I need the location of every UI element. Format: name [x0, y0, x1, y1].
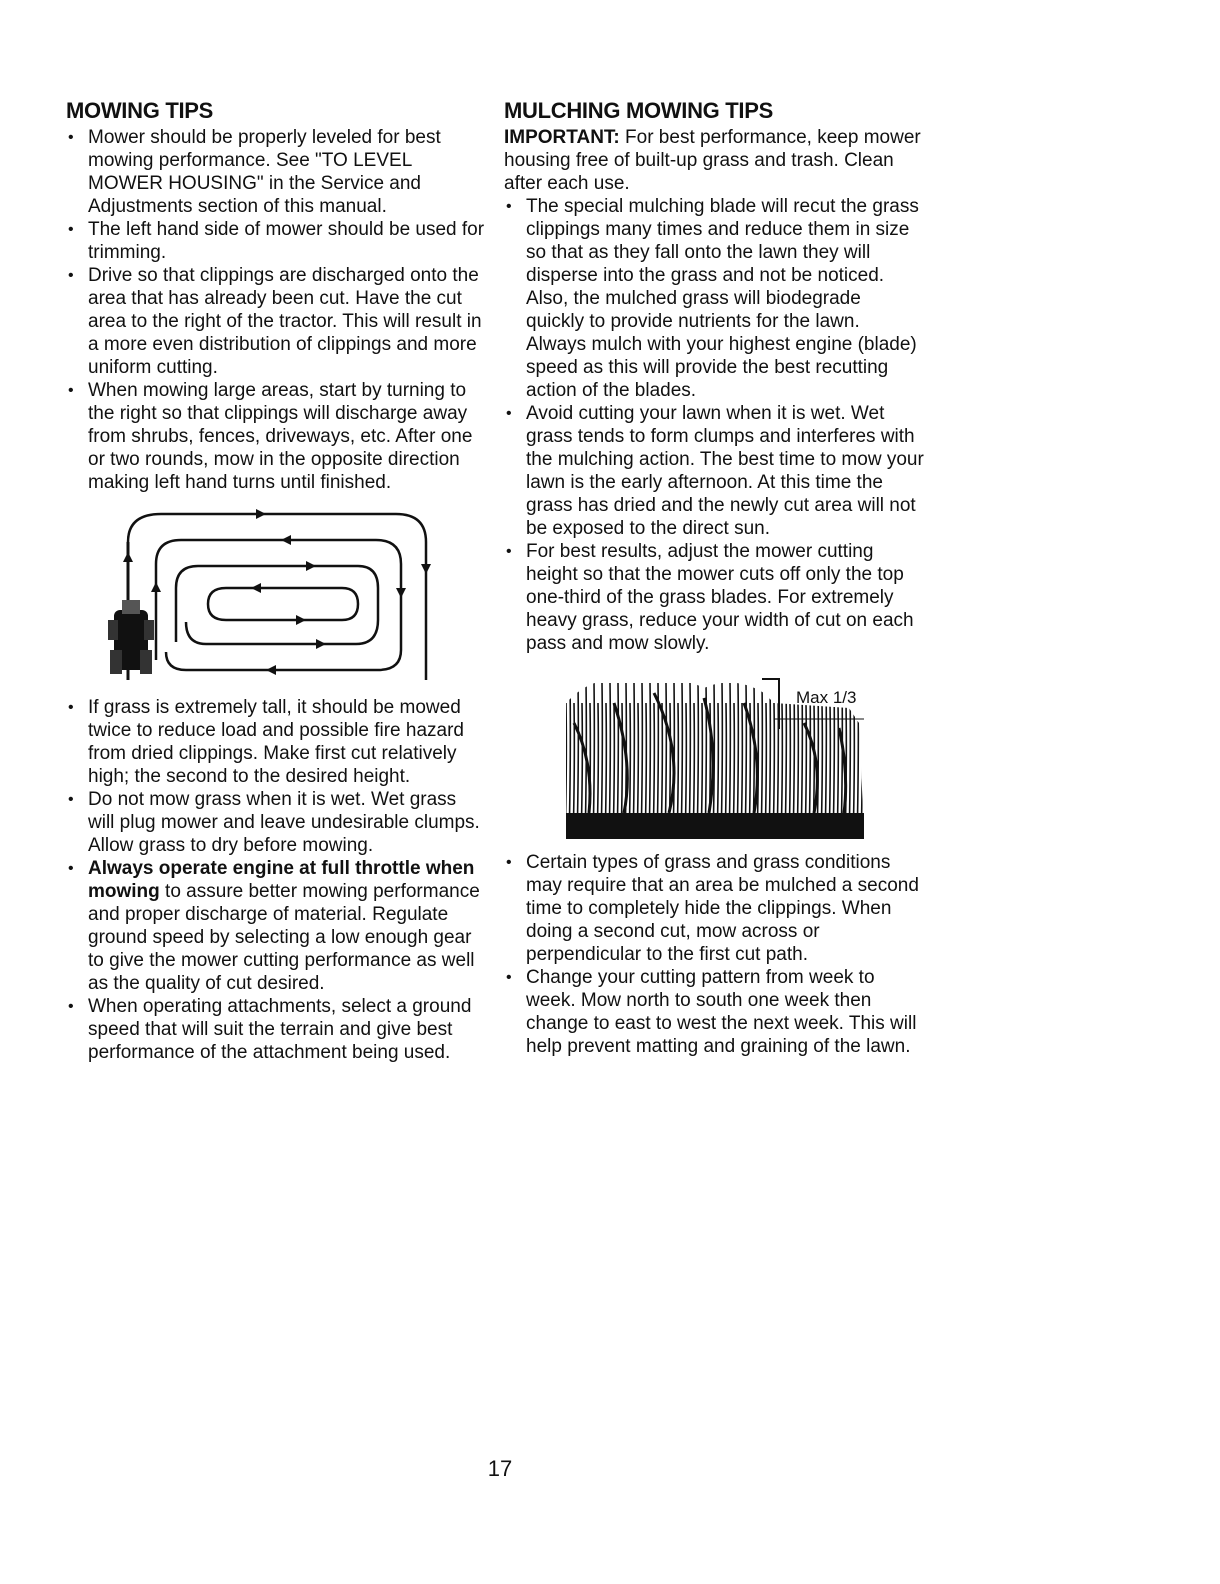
list-item: • Certain types of grass and grass conditions may require that an area be mulched a second time to completely hide the clippings. When doing a second cut, mow across or perpendicular to the first cut path.: [504, 851, 924, 966]
mowing-tips-list-a: [66, 126, 486, 494]
full-throttle-bold: Always operate engine at full throttle when mowing: [88, 858, 475, 902]
list-item: • If grass is extremely tall, it should be mowed twice to reduce load and possible fire hazard from dried clippings. Make first cut relatively high; the second to the desired height.: [66, 696, 486, 788]
mowing-pattern-diagram: [66, 502, 486, 688]
list-item: • Change your cutting pattern from week to week. Mow north to south one week then change to east to west the next week. This will help prevent matting and graining of the lawn.: [504, 966, 924, 1058]
list-item: • Do not mow grass when it is wet. Wet grass will plug mower and leave undesirable clumps. Allow grass to dry before mowing.: [66, 788, 486, 857]
mulching-tips-heading: MULCHING MOWING TIPS: [504, 98, 773, 123]
list-item: • The special mulching blade will recut the grass clippings many times and reduce them in size so that as they fall onto the lawn they will disperse into the grass and not be noticed. Also, the mulched grass will biodegrade quickly to provide nutrients for the lawn. Always mulch with your highest engine (blade) speed as this will provide the best recutting action of the blades.: [504, 195, 924, 402]
list-item: • Avoid cutting your lawn when it is wet. Wet grass tends to form clumps and interferes with the mulching action. The best time to mow your lawn is the early afternoon. At this time the grass has dried and the newly cut area will not be exposed to the direct sun.: [504, 402, 924, 540]
list-item-full-throttle: [66, 857, 486, 995]
grass-height-diagram: [504, 663, 924, 843]
list-item: • For best results, adjust the mower cutting height so that the mower cuts off only the top one-third of the grass blades. For extremely heavy grass, reduce your width of cut on each pass and mow slowly.: [504, 540, 924, 655]
important-note: [504, 126, 924, 195]
list-item: • When operating attachments, select a ground speed that will suit the terrain and give best performance of the attachment being used.: [66, 995, 486, 1064]
tractor-icon: [108, 600, 154, 674]
full-throttle-text: to assure better mowing performance and proper discharge of material. Regulate ground speed by selecting a low enough gear to give the mower cutting performance as well as the quality of cut desired.: [88, 881, 480, 994]
mulching-tips-list-a: [504, 195, 924, 655]
mowing-tips-heading: MOWING TIPS: [66, 98, 214, 123]
list-item: • When mowing large areas, start by turning to the right so that clippings will discharge away from shrubs, fences, driveways, etc. After one or two rounds, mow in the opposite direction making left hand turns until finished.: [66, 379, 486, 494]
mulching-tips-column: [504, 98, 924, 1058]
max-third-label: Max 1/3: [796, 688, 857, 707]
list-item: • Drive so that clippings are discharged onto the area that has already been cut. Have the cut area to the right of the tractor. This will result in a more even distribution of clippings and more uniform cutting.: [66, 264, 486, 379]
mowing-tips-list-b: [66, 696, 486, 1064]
important-label: IMPORTANT:: [504, 127, 620, 148]
page-number: 17: [487, 1456, 513, 1481]
mowing-tips-column: [66, 98, 486, 1064]
list-item: • Mower should be properly leveled for best mowing performance. See "TO LEVEL MOWER HOUSING" in the Service and Adjustments section of this manual.: [66, 126, 486, 218]
important-text: For best performance, keep mower housing free of built-up grass and trash. Clean after each use.: [504, 127, 921, 194]
mulching-tips-list-b: [504, 851, 924, 1058]
list-item: • The left hand side of mower should be used for trimming.: [66, 218, 486, 264]
